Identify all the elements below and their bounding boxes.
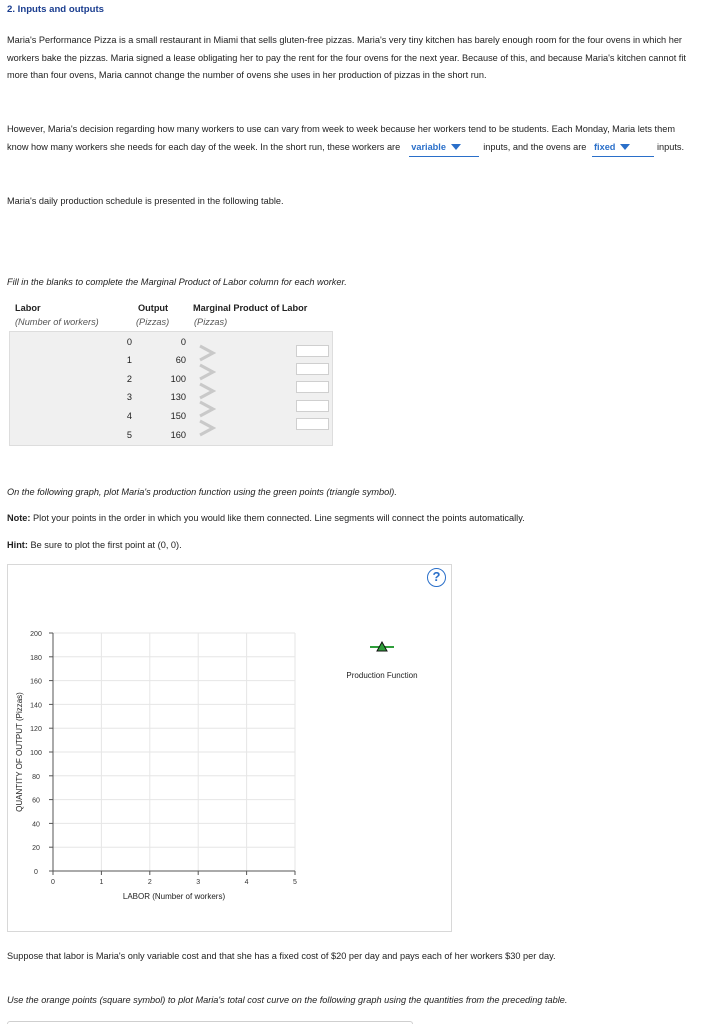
labor-input-type-value: variable — [411, 141, 446, 152]
labor-cell: 5 — [126, 430, 132, 440]
x-tick-label: 4 — [244, 879, 249, 886]
production-table — [7, 300, 332, 447]
labor-cell: 2 — [126, 374, 132, 384]
oven-input-type-dropdown[interactable] — [592, 139, 654, 158]
table-instruction: Fill in the blanks to complete the Marginal Product of Labor column for each worker. — [7, 277, 347, 287]
mpl-input-2[interactable] — [296, 363, 329, 375]
x-tick-label: 3 — [196, 879, 201, 886]
output-cell: 160 — [170, 430, 186, 440]
chevron-down-icon — [451, 144, 461, 150]
labor-cell: 0 — [126, 337, 132, 347]
labor-cell: 4 — [126, 411, 132, 421]
note-text: Plot your points in the order in which you would like them connected. Line segments will connect the points automatically. — [33, 513, 525, 523]
mpl-subheader: (Pizzas) — [194, 317, 228, 327]
oven-input-type-value: fixed — [593, 141, 616, 152]
help-button[interactable]: ? — [427, 568, 446, 587]
mpl-input-1[interactable] — [296, 345, 329, 357]
graph-instruction: On the following graph, plot Maria's production function using the green points (triangle symbol). — [7, 487, 397, 497]
y-tick-label: 20 — [32, 845, 40, 853]
y-tick-label: 100 — [30, 750, 42, 757]
production-graph-panel — [7, 564, 452, 932]
cost-text: Suppose that labor is Maria's only variable cost and that she has a fixed cost of $20 per day and pays each of her workers $30 per day. — [7, 951, 556, 961]
intro-paragraph: Maria's Performance Pizza is a small restaurant in Miami that sells gluten-free pizzas. Maria's very tiny kitchen has barely enough room for the four ovens in which her workers bake the pizzas. Maria signed a lease obligating her to pay the rent for the four ovens for the next year. Because of this, and because Maria's kitchen cannot fit more than four ovens, Maria cannot change the number of ovens she uses in her production of pizzas in the short run. — [7, 35, 686, 81]
labor-header: Labor — [15, 303, 41, 313]
y-tick-label: 180 — [30, 654, 42, 662]
labor-cell: 1 — [126, 355, 132, 365]
y-tick-label: 0 — [34, 869, 38, 876]
mpl-input-4[interactable] — [296, 400, 329, 412]
y-tick-label: 40 — [32, 821, 40, 829]
y-tick-label: 140 — [30, 702, 42, 710]
y-tick-label: 60 — [32, 797, 40, 805]
cost-instruction: Use the orange points (square symbol) to plot Maria's total cost curve on the following graph using the quantities from the preceding table. — [7, 995, 568, 1005]
output-cell: 100 — [170, 374, 186, 384]
legend-label: Production Function — [346, 671, 418, 680]
y-tick-label: 80 — [32, 773, 40, 781]
inputs-paragraph-part2: inputs, and the ovens are — [483, 141, 587, 152]
hint-label: Hint: — [7, 540, 28, 550]
labor-input-type-dropdown[interactable] — [409, 139, 479, 158]
note-label: Note: — [7, 513, 31, 523]
chevron-right-icon — [198, 382, 216, 400]
inputs-paragraph-part1: However, Maria's decision regarding how many workers to use can vary from week to week because her workers tend to be students. Each Monday, Maria lets them know how many workers she needs for each day of the week. In the short run, these workers are — [7, 124, 675, 152]
hint-line — [7, 540, 182, 550]
table-body — [9, 331, 333, 446]
schedule-intro: Maria's daily production schedule is presented in the following table. — [7, 196, 284, 206]
hint-text: Be sure to plot the first point at (0, 0). — [30, 540, 182, 550]
inputs-paragraph — [7, 121, 697, 157]
chevron-right-icon — [198, 419, 216, 437]
output-cell: 0 — [180, 337, 186, 347]
labor-cell: 3 — [126, 392, 132, 402]
inputs-paragraph-part3: inputs. — [656, 141, 685, 152]
y-tick-label: 120 — [30, 726, 42, 734]
production-chart[interactable] — [8, 565, 453, 933]
output-cell: 60 — [175, 355, 186, 365]
chevron-right-icon — [198, 363, 216, 381]
mpl-input-5[interactable] — [296, 418, 329, 430]
labor-subheader: (Number of workers) — [15, 317, 99, 327]
note-line — [7, 513, 525, 523]
mpl-header: Marginal Product of Labor — [193, 303, 308, 313]
x-axis-label: LABOR (Number of workers) — [122, 892, 226, 901]
y-tick-label: 160 — [30, 678, 42, 686]
x-tick-label: 1 — [99, 879, 104, 886]
chevron-right-icon — [198, 344, 216, 362]
x-tick-label: 2 — [147, 879, 152, 886]
y-axis-label: QUANTITY OF OUTPUT (Pizzas) — [15, 692, 24, 812]
chevron-down-icon — [620, 144, 630, 150]
chevron-right-icon — [198, 400, 216, 418]
output-cell: 150 — [170, 411, 186, 421]
x-tick-label: 0 — [51, 879, 55, 886]
section-title: 2. Inputs and outputs — [7, 4, 104, 15]
mpl-input-3[interactable] — [296, 381, 329, 393]
output-subheader: (Pizzas) — [136, 317, 170, 327]
y-tick-label: 200 — [30, 631, 42, 638]
x-tick-label: 5 — [293, 879, 297, 886]
output-cell: 130 — [170, 392, 186, 402]
output-header: Output — [138, 303, 169, 313]
